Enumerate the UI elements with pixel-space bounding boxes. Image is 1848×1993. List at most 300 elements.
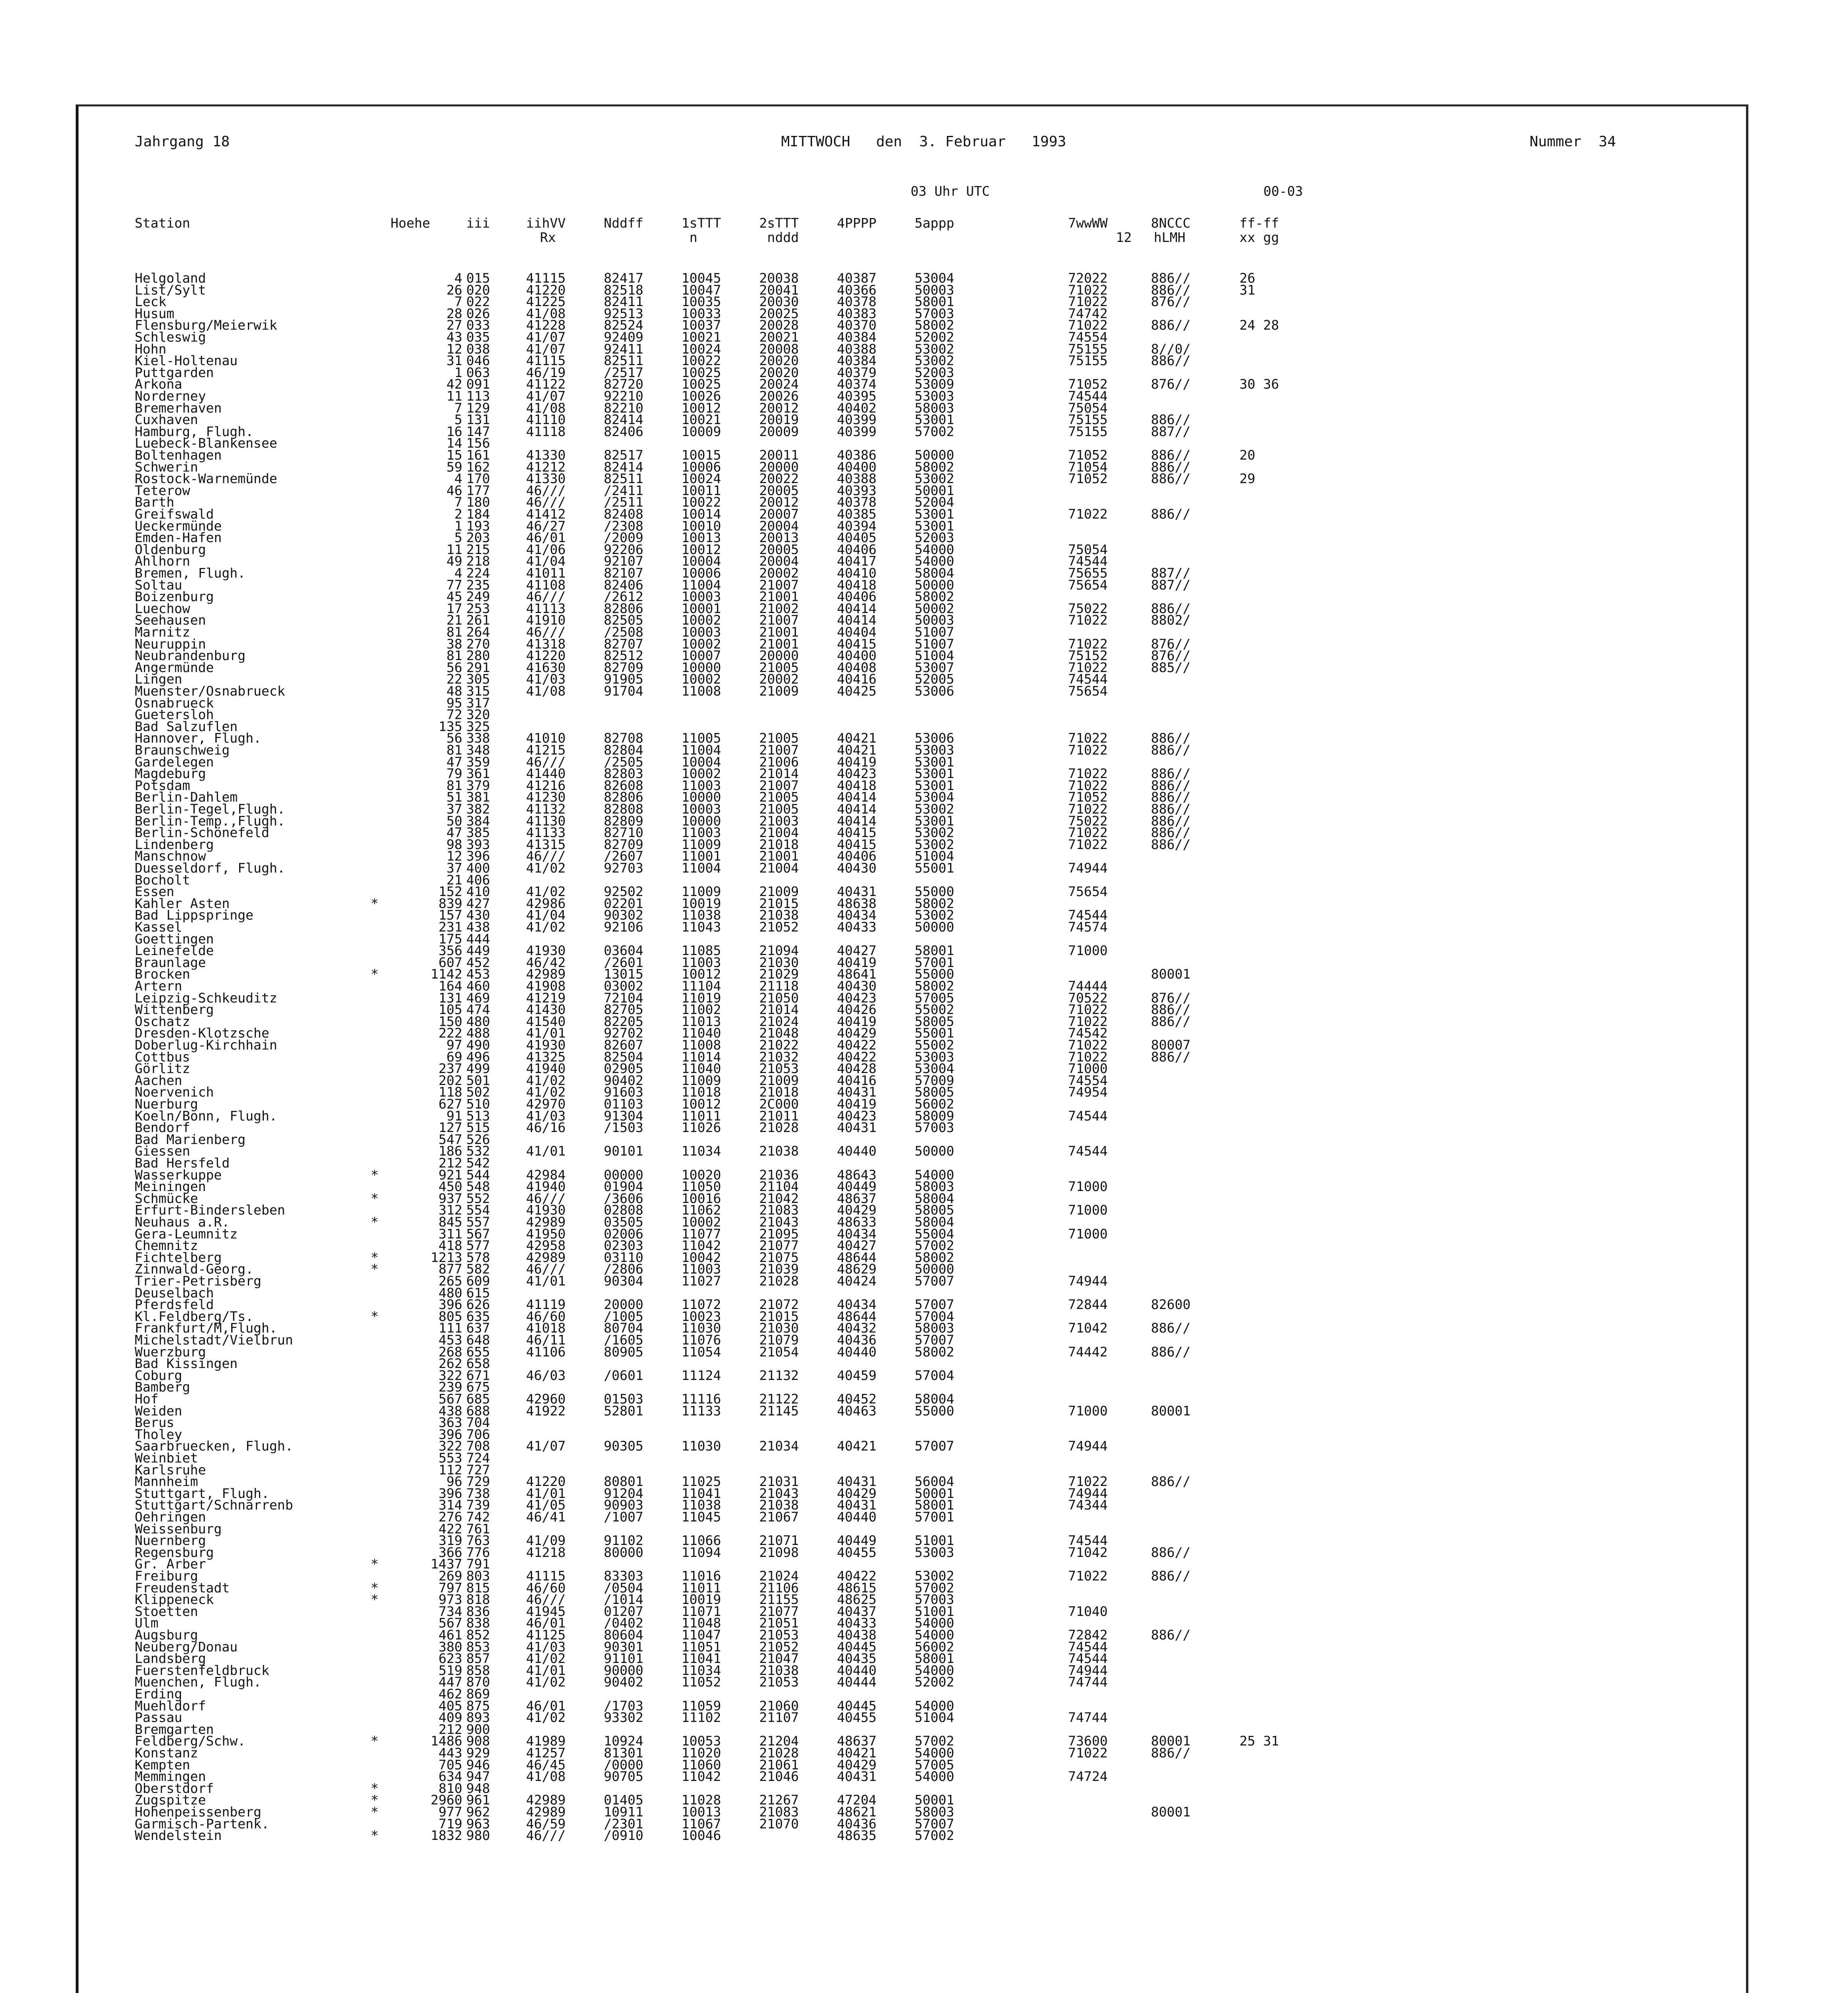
group-iihvv: 41922 (526, 1403, 566, 1419)
group-4pppp: 40429 (837, 1025, 877, 1041)
group-iihvv: 41/03 (526, 1108, 566, 1124)
group-nddff: 90301 (604, 1639, 644, 1655)
group-iihvv: 41/08 (526, 400, 566, 416)
group-4pppp: 40378 (837, 494, 877, 510)
station-id: 900 (466, 1721, 490, 1737)
station-id: 218 (466, 553, 490, 569)
group-1sttt: 11027 (681, 1273, 721, 1289)
group-7wwww: 75155 (1068, 353, 1108, 369)
group-4pppp: 40419 (837, 954, 877, 970)
group-5appp: 53003 (915, 1049, 954, 1065)
group-iihvv: 41430 (526, 1002, 566, 1018)
group-iihvv: 41318 (526, 636, 566, 652)
group-1sttt: 11060 (681, 1757, 721, 1773)
group-5appp: 54000 (915, 1769, 954, 1785)
group-iihvv: 46/19 (526, 364, 566, 380)
group-5appp: 55001 (915, 860, 954, 876)
group-2sttt: 21028 (759, 1120, 799, 1136)
station-height: 322 (438, 1367, 462, 1383)
group-nddff: 01207 (604, 1603, 644, 1619)
group-4pppp: 40431 (837, 1120, 877, 1136)
group-nddff: 82107 (604, 565, 644, 581)
station-height: 396 (438, 1485, 462, 1501)
group-5appp: 54000 (915, 1745, 954, 1761)
station-id: 961 (466, 1792, 490, 1808)
group-iihvv: 41216 (526, 777, 566, 793)
nummer: Nummer 34 (1530, 134, 1616, 150)
station-name: Stoetten (135, 1603, 198, 1619)
station-height: 98 (446, 836, 462, 852)
station-height: 845 (438, 1214, 462, 1230)
station-id: 184 (466, 506, 490, 522)
group-iihvv: 41930 (526, 1202, 566, 1218)
group-iihvv: 41940 (526, 1179, 566, 1195)
station-name: Tholey (135, 1426, 183, 1442)
group-2sttt: 21038 (759, 1497, 799, 1513)
group-iihvv: 41220 (526, 648, 566, 664)
station-id: 658 (466, 1356, 490, 1372)
group-5appp: 55000 (915, 884, 954, 900)
station-name: Leipzig-Schkeuditz (135, 990, 277, 1006)
station-height: 553 (438, 1450, 462, 1466)
station-id: 020 (466, 282, 490, 298)
station-height: 265 (438, 1273, 462, 1289)
group-7wwww: 71042 (1068, 1320, 1108, 1336)
group-5appp: 57007 (915, 1816, 954, 1832)
group-nddff: 82417 (604, 270, 644, 286)
station-height: 1832 (430, 1828, 462, 1844)
station-id: 552 (466, 1190, 490, 1206)
col-7wwww: 7wwWW (1068, 215, 1108, 231)
group-8nccc: 886// (1151, 1544, 1191, 1560)
station-id: 427 (466, 895, 490, 911)
group-2sttt: 21052 (759, 1639, 799, 1655)
group-8nccc: 886// (1151, 1474, 1191, 1490)
col-hlmh: hLMH (1154, 230, 1186, 245)
group-1sttt: 10024 (681, 341, 721, 357)
group-1sttt: 11038 (681, 1497, 721, 1513)
station-name: Berlin-Temp.,Flugh. (135, 813, 285, 829)
group-4pppp: 40432 (837, 1320, 877, 1336)
group-7wwww: 71022 (1068, 1568, 1108, 1584)
group-iihvv: 41110 (526, 412, 566, 428)
group-4pppp: 40421 (837, 1438, 877, 1454)
station-id: 338 (466, 730, 490, 746)
station-name: Puttgarden (135, 364, 214, 380)
station-height: 7 (454, 294, 462, 310)
group-iihvv: 41115 (526, 353, 566, 369)
station-height: 797 (438, 1580, 462, 1596)
group-4pppp: 40426 (837, 1002, 877, 1018)
group-nddff: 92210 (604, 388, 644, 404)
station-id: 038 (466, 341, 490, 357)
station-height: 623 (438, 1651, 462, 1667)
group-5appp: 53001 (915, 506, 954, 522)
group-4pppp: 40434 (837, 907, 877, 923)
group-4pppp: 40428 (837, 1061, 877, 1077)
station-name: Giessen (135, 1143, 190, 1159)
group-2sttt: 21030 (759, 1320, 799, 1336)
station-name: Muehldorf (135, 1698, 206, 1714)
group-1sttt: 11045 (681, 1509, 721, 1525)
group-4pppp: 48625 (837, 1592, 877, 1608)
group-8nccc: 887// (1151, 423, 1191, 439)
group-2sttt: 21006 (759, 754, 799, 770)
group-8nccc: 886// (1151, 1344, 1191, 1360)
group-5appp: 51007 (915, 624, 954, 640)
group-5appp: 56004 (915, 1474, 954, 1490)
station-id: 869 (466, 1686, 490, 1702)
group-4pppp: 40438 (837, 1627, 877, 1643)
group-2sttt: 20012 (759, 400, 799, 416)
group-4pppp: 40419 (837, 1096, 877, 1112)
station-name: Coburg (135, 1367, 183, 1383)
station-name: Soltau (135, 577, 183, 593)
group-1sttt: 11005 (681, 730, 721, 746)
group-7wwww: 74544 (1068, 907, 1108, 923)
group-iihvv: 46/11 (526, 1332, 566, 1348)
group-nddff: 00000 (604, 1167, 644, 1183)
group-4pppp: 48629 (837, 1261, 877, 1277)
group-nddff: 02808 (604, 1202, 644, 1218)
station-name: Artern (135, 978, 183, 994)
group-8nccc: 886// (1151, 742, 1191, 758)
col-iii: iii (466, 215, 490, 231)
mountain-marker: * (371, 1792, 379, 1808)
group-5appp: 57002 (915, 1238, 954, 1254)
group-1sttt: 11059 (681, 1698, 721, 1714)
group-2sttt: 21048 (759, 1025, 799, 1041)
group-iihvv: 46/01 (526, 1698, 566, 1714)
station-id: 542 (466, 1155, 490, 1171)
group-nddff: /2601 (604, 954, 644, 970)
group-iihvv: 42986 (526, 895, 566, 911)
group-4pppp: 40405 (837, 530, 877, 546)
station-name: Pferdsfeld (135, 1297, 214, 1313)
group-5appp: 53004 (915, 789, 954, 805)
group-4pppp: 40431 (837, 1497, 877, 1513)
group-ff: 25 31 (1239, 1733, 1279, 1749)
group-2sttt: 21071 (759, 1533, 799, 1549)
mountain-marker: * (371, 1556, 379, 1572)
station-id: 499 (466, 1061, 490, 1077)
station-height: 409 (438, 1710, 462, 1726)
group-4pppp: 40422 (837, 1568, 877, 1584)
mountain-marker: * (371, 1308, 379, 1324)
group-nddff: 82709 (604, 659, 644, 675)
group-2sttt: 21051 (759, 1615, 799, 1631)
station-name: Arkona (135, 376, 183, 392)
group-7wwww: 71000 (1068, 1061, 1108, 1077)
group-4pppp: 40399 (837, 423, 877, 439)
group-5appp: 57004 (915, 1367, 954, 1383)
group-7wwww: 74444 (1068, 978, 1108, 994)
group-iihvv: 41330 (526, 471, 566, 487)
group-iihvv: 41/02 (526, 1674, 566, 1690)
group-nddff: 91704 (604, 683, 644, 699)
group-5appp: 55002 (915, 1002, 954, 1018)
group-iihvv: 41/01 (526, 1662, 566, 1678)
group-5appp: 57003 (915, 1592, 954, 1608)
group-5appp: 53001 (915, 412, 954, 428)
group-1sttt: 10037 (681, 317, 721, 333)
group-1sttt: 10025 (681, 376, 721, 392)
station-height: 79 (446, 766, 462, 782)
station-height: 5 (454, 412, 462, 428)
group-1sttt: 11014 (681, 1049, 721, 1065)
station-height: 12 (446, 341, 462, 357)
station-name: Boizenburg (135, 589, 214, 605)
group-iihvv: 42989 (526, 966, 566, 982)
group-7wwww: 74724 (1068, 1769, 1108, 1785)
station-id: 033 (466, 317, 490, 333)
group-5appp: 51001 (915, 1603, 954, 1619)
group-4pppp: 40427 (837, 943, 877, 959)
group-7wwww: 71000 (1068, 1202, 1108, 1218)
group-8nccc: 876// (1151, 990, 1191, 1006)
group-iihvv: 41908 (526, 978, 566, 994)
station-name: Schleswig (135, 329, 206, 345)
group-1sttt: 11042 (681, 1769, 721, 1785)
station-name: Chemnitz (135, 1238, 198, 1254)
group-5appp: 58002 (915, 459, 954, 475)
group-5appp: 50001 (915, 1485, 954, 1501)
jahrgang: Jahrgang 18 (135, 134, 230, 150)
station-id: 803 (466, 1568, 490, 1584)
station-height: 322 (438, 1438, 462, 1454)
station-name: Leinefelde (135, 943, 214, 959)
group-1sttt: 10047 (681, 282, 721, 298)
group-nddff: 91603 (604, 1084, 644, 1100)
group-ff: 20 (1239, 447, 1255, 463)
group-8nccc: 80001 (1151, 1403, 1191, 1419)
group-2sttt: 21007 (759, 577, 799, 593)
group-iihvv: 41215 (526, 742, 566, 758)
group-5appp: 53003 (915, 742, 954, 758)
group-nddff: 01503 (604, 1391, 644, 1407)
station-name: Zinnwald-Georg. (135, 1261, 254, 1277)
group-7wwww: 71022 (1068, 294, 1108, 310)
station-id: 406 (466, 872, 490, 888)
group-4pppp: 40414 (837, 600, 877, 616)
group-iihvv: 41230 (526, 789, 566, 805)
group-7wwww: 71054 (1068, 459, 1108, 475)
group-8nccc: 886// (1151, 801, 1191, 817)
group-4pppp: 40418 (837, 777, 877, 793)
group-1sttt: 11124 (681, 1367, 721, 1383)
group-4pppp: 40440 (837, 1509, 877, 1525)
station-height: 239 (438, 1379, 462, 1395)
group-2sttt: 20011 (759, 447, 799, 463)
station-height: 1 (454, 518, 462, 534)
station-height: 16 (446, 423, 462, 439)
group-8nccc: 886// (1151, 730, 1191, 746)
group-4pppp: 40434 (837, 1297, 877, 1313)
group-4pppp: 40419 (837, 754, 877, 770)
station-id: 156 (466, 435, 490, 451)
group-nddff: /0504 (604, 1580, 644, 1596)
station-name: Magdeburg (135, 766, 206, 782)
group-iihvv: 41930 (526, 943, 566, 959)
group-nddff: 92703 (604, 860, 644, 876)
group-7wwww: 72022 (1068, 270, 1108, 286)
station-id: 510 (466, 1096, 490, 1112)
mountain-marker: * (371, 1804, 379, 1820)
station-height: 56 (446, 659, 462, 675)
station-name: Bremerhaven (135, 400, 222, 416)
group-nddff: 82504 (604, 1049, 644, 1065)
station-id: 203 (466, 530, 490, 546)
group-2sttt: 21046 (759, 1769, 799, 1785)
group-2sttt: 21122 (759, 1391, 799, 1407)
group-2sttt: 21034 (759, 1438, 799, 1454)
group-1sttt: 11016 (681, 1568, 721, 1584)
group-nddff: 82804 (604, 742, 644, 758)
group-2sttt: 21030 (759, 954, 799, 970)
station-id: 180 (466, 494, 490, 510)
group-2sttt: 21098 (759, 1544, 799, 1560)
col-2sttt: 2sTTT (759, 215, 799, 231)
station-id: 474 (466, 1002, 490, 1018)
group-5appp: 53002 (915, 801, 954, 817)
group-5appp: 57002 (915, 1580, 954, 1596)
station-id: 264 (466, 624, 490, 640)
station-name: Noervenich (135, 1084, 214, 1100)
group-7wwww: 74944 (1068, 1662, 1108, 1678)
group-iihvv: 41218 (526, 1544, 566, 1560)
group-7wwww: 71022 (1068, 1474, 1108, 1490)
group-iihvv: 42989 (526, 1804, 566, 1820)
group-5appp: 57001 (915, 954, 954, 970)
station-name: Duesseldorf, Flugh. (135, 860, 285, 876)
group-nddff: 80801 (604, 1474, 644, 1490)
group-2sttt: 21018 (759, 1084, 799, 1100)
station-id: 947 (466, 1769, 490, 1785)
group-7wwww: 74544 (1068, 671, 1108, 687)
station-name: Gera-Leumnitz (135, 1226, 238, 1242)
group-2sttt: 2C000 (759, 1096, 799, 1112)
station-id: 063 (466, 364, 490, 380)
group-nddff: /2308 (604, 518, 644, 534)
station-name: Osnabrueck (135, 695, 214, 711)
station-height: 380 (438, 1639, 462, 1655)
group-8nccc: 886// (1151, 506, 1191, 522)
group-iihvv: 41106 (526, 1344, 566, 1360)
group-1sttt: 11133 (681, 1403, 721, 1419)
group-4pppp: 40463 (837, 1403, 877, 1419)
group-4pppp: 40423 (837, 766, 877, 782)
group-4pppp: 40429 (837, 1485, 877, 1501)
group-4pppp: 40430 (837, 978, 877, 994)
group-nddff: 91102 (604, 1533, 644, 1549)
group-7wwww: 74744 (1068, 1674, 1108, 1690)
station-id: 637 (466, 1320, 490, 1336)
station-name: Konstanz (135, 1745, 198, 1761)
station-id: 235 (466, 577, 490, 593)
col-nddd: nddd (767, 230, 799, 245)
station-id: 836 (466, 1603, 490, 1619)
group-2sttt: 21011 (759, 1108, 799, 1124)
group-iihvv: 41/07 (526, 329, 566, 345)
group-iihvv: 41/08 (526, 305, 566, 321)
station-height: 12 (446, 848, 462, 864)
group-7wwww: 74944 (1068, 1273, 1108, 1289)
station-name: Trier-Petrisberg (135, 1273, 261, 1289)
station-id: 853 (466, 1639, 490, 1655)
group-iihvv: 41330 (526, 447, 566, 463)
group-5appp: 58009 (915, 1108, 954, 1124)
group-1sttt: 11008 (681, 1037, 721, 1053)
group-2sttt: 21053 (759, 1061, 799, 1077)
group-2sttt: 21005 (759, 801, 799, 817)
group-1sttt: 11003 (681, 825, 721, 841)
station-name: Wasserkuppe (135, 1167, 222, 1183)
group-nddff: /1005 (604, 1308, 644, 1324)
station-name: Brocken (135, 966, 190, 982)
group-4pppp: 40421 (837, 1745, 877, 1761)
station-height: 453 (438, 1332, 462, 1348)
group-4pppp: 40404 (837, 624, 877, 640)
group-iihvv: 41011 (526, 565, 566, 581)
station-height: 312 (438, 1202, 462, 1218)
group-4pppp: 40445 (837, 1639, 877, 1655)
group-5appp: 52003 (915, 364, 954, 380)
group-nddff: /1605 (604, 1332, 644, 1348)
station-id: 838 (466, 1615, 490, 1631)
group-1sttt: 11038 (681, 907, 721, 923)
station-id: 348 (466, 742, 490, 758)
group-5appp: 58005 (915, 1084, 954, 1100)
group-iihvv: 42958 (526, 1238, 566, 1254)
group-5appp: 52002 (915, 1674, 954, 1690)
group-iihvv: 41/03 (526, 1639, 566, 1655)
group-2sttt: 21014 (759, 1002, 799, 1018)
station-height: 461 (438, 1627, 462, 1643)
group-5appp: 52003 (915, 530, 954, 546)
station-name: Barth (135, 494, 175, 510)
group-4pppp: 48641 (837, 966, 877, 982)
group-1sttt: 11072 (681, 1297, 721, 1313)
group-5appp: 53002 (915, 1568, 954, 1584)
group-8nccc: 886// (1151, 600, 1191, 616)
group-7wwww: 71000 (1068, 943, 1108, 959)
group-nddff: 82517 (604, 447, 644, 463)
group-iihvv: 41/01 (526, 1025, 566, 1041)
group-iihvv: 41125 (526, 1627, 566, 1643)
group-2sttt: 21004 (759, 860, 799, 876)
station-height: 4 (454, 471, 462, 487)
group-8nccc: 8//0/ (1151, 341, 1191, 357)
station-id: 449 (466, 943, 490, 959)
group-5appp: 58004 (915, 1190, 954, 1206)
station-id: 393 (466, 836, 490, 852)
station-id: 582 (466, 1261, 490, 1277)
group-2sttt: 20030 (759, 294, 799, 310)
group-8nccc: 8802/ (1151, 612, 1191, 628)
station-name: Angermünde (135, 659, 214, 675)
group-5appp: 53004 (915, 270, 954, 286)
group-5appp: 57003 (915, 1120, 954, 1136)
group-2sttt: 20028 (759, 317, 799, 333)
station-id: 215 (466, 541, 490, 557)
group-8nccc: 886// (1151, 447, 1191, 463)
group-5appp: 57009 (915, 1072, 954, 1088)
group-4pppp: 40415 (837, 825, 877, 841)
group-5appp: 58003 (915, 400, 954, 416)
station-id: 249 (466, 589, 490, 605)
station-height: 314 (438, 1497, 462, 1513)
col-8nccc: 8NCCC (1151, 215, 1191, 231)
